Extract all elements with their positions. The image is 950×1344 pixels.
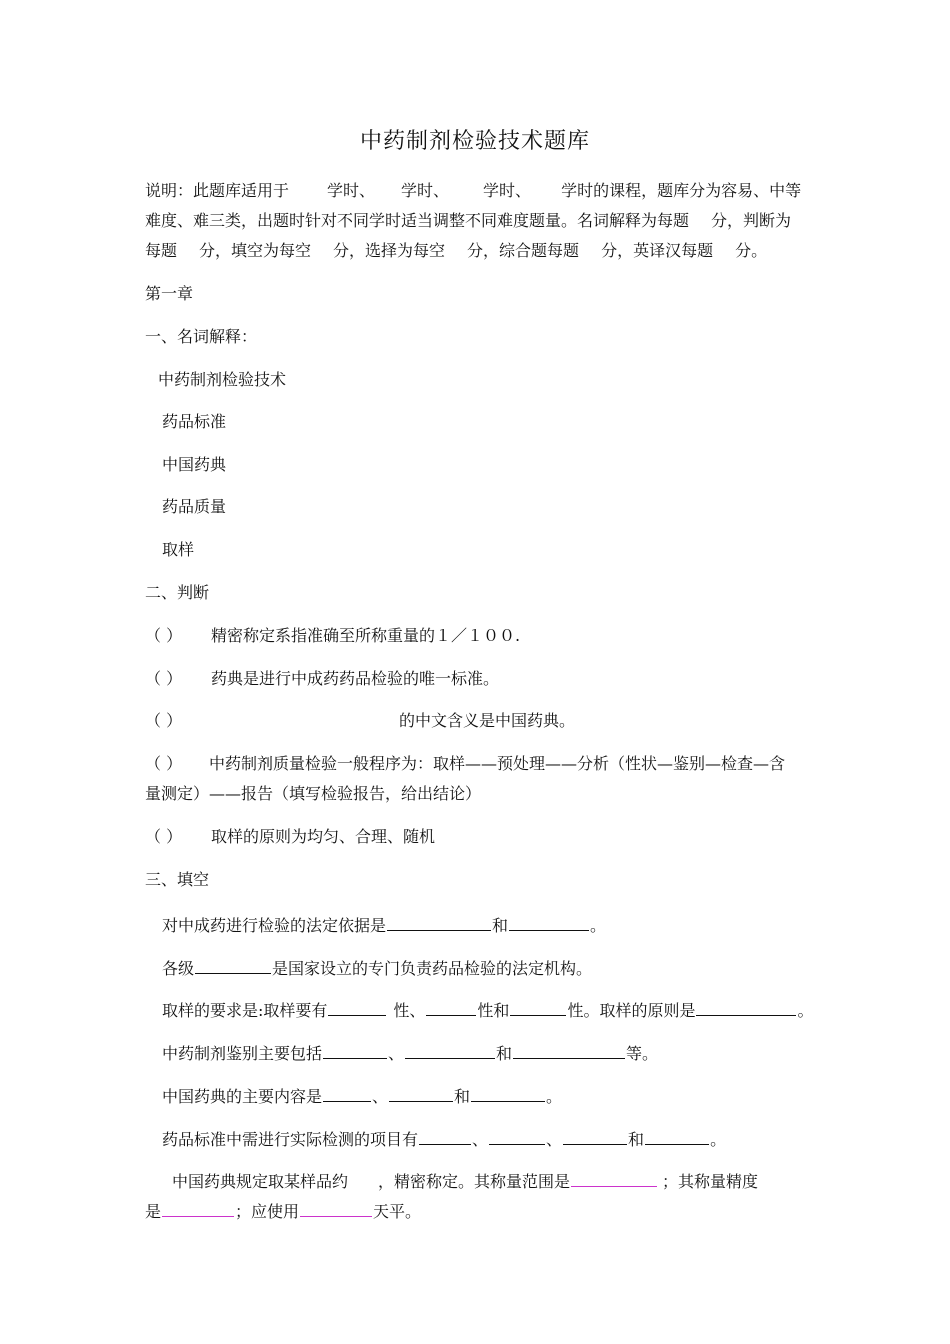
fill-blank[interactable] bbox=[162, 1198, 234, 1217]
section-2-heading: 二、判断 bbox=[145, 583, 210, 602]
fill-item: 对中成药进行检验的法定依据是 和 。 bbox=[162, 912, 606, 937]
fill-item: 取样的要求是:取样要有 性、 性和 性。取样的原则是 。 bbox=[162, 997, 813, 1022]
judge-item: （ ） 中药制剂质量检验一般程序为：取样——预处理——分析（性状—鉴别—检查—含 bbox=[145, 754, 786, 773]
term-item: 取样 bbox=[162, 540, 195, 559]
term-item: 中药制剂检验技术 bbox=[158, 370, 287, 389]
fill-blank[interactable] bbox=[509, 912, 589, 931]
intro-line-3: 每题 分，填空为每空 分，选择为每空 分，综合题每题 分，英译汉每题 分。 bbox=[145, 241, 768, 260]
intro-line-1: 说明：此题库适用于 学时、 学时、 学时、 学时的课程，题库分为容易、中等 bbox=[145, 181, 802, 200]
fill-blank[interactable] bbox=[405, 1040, 495, 1059]
fill-blank[interactable] bbox=[328, 997, 386, 1016]
answer-paren: （ ） bbox=[145, 711, 183, 730]
answer-paren: （ ） bbox=[145, 626, 183, 645]
fill-blank[interactable] bbox=[387, 912, 491, 931]
fill-blank[interactable] bbox=[471, 1083, 545, 1102]
fill-item: 中国药典的主要内容是 、 和 。 bbox=[162, 1083, 562, 1108]
fill-item: 各级 是国家设立的专门负责药品检验的法定机构。 bbox=[162, 955, 592, 980]
section-3-heading: 三、填空 bbox=[145, 870, 210, 889]
fill-blank[interactable] bbox=[323, 1040, 387, 1059]
fill-blank[interactable] bbox=[513, 1040, 625, 1059]
judge-item: （ ） 的中文含义是中国药典。 bbox=[145, 711, 576, 730]
fill-item-continued: 是 ；应使用 天平。 bbox=[145, 1198, 421, 1223]
fill-blank[interactable] bbox=[510, 997, 566, 1016]
term-item: 药品质量 bbox=[162, 497, 227, 516]
judge-item: （ ） 取样的原则为均匀、合理、随机 bbox=[145, 827, 436, 846]
chapter-heading: 第一章 bbox=[145, 284, 194, 303]
term-item: 中国药典 bbox=[162, 455, 227, 474]
intro-line-2: 难度、难三类，出题时针对不同学时适当调整不同难度题量。名词解释为每题 分，判断为 bbox=[145, 211, 792, 230]
answer-paren: （ ） bbox=[145, 669, 183, 688]
fill-blank[interactable] bbox=[323, 1083, 371, 1102]
judge-item: （ ） 药典是进行中成药药品检验的唯一标准。 bbox=[145, 669, 500, 688]
fill-item: 药品标准中需进行实际检测的项目有 、 、 和 。 bbox=[162, 1126, 726, 1151]
answer-paren: （ ） bbox=[145, 827, 183, 846]
fill-item: 中国药典规定取某样品约 ，精密称定。其称量范围是 ；其称量精度 bbox=[172, 1168, 758, 1193]
fill-blank[interactable] bbox=[645, 1126, 709, 1145]
fill-blank[interactable] bbox=[419, 1126, 471, 1145]
fill-item: 中药制剂鉴别主要包括 、 和 等。 bbox=[162, 1040, 658, 1065]
judge-item-continued: 量测定）——报告（填写检验报告，给出结论） bbox=[145, 784, 482, 803]
answer-paren: （ ） bbox=[145, 754, 183, 773]
fill-blank[interactable] bbox=[489, 1126, 545, 1145]
fill-blank[interactable] bbox=[300, 1198, 372, 1217]
section-1-heading: 一、名词解释： bbox=[145, 327, 258, 346]
fill-blank[interactable] bbox=[195, 955, 271, 974]
fill-blank[interactable] bbox=[389, 1083, 453, 1102]
page-title: 中药制剂检验技术题库 bbox=[359, 129, 590, 154]
fill-blank[interactable] bbox=[563, 1126, 627, 1145]
judge-item: （ ） 精密称定系指准确至所称重量的１／１００. bbox=[145, 626, 521, 645]
term-item: 药品标准 bbox=[162, 412, 227, 431]
fill-blank[interactable] bbox=[426, 997, 476, 1016]
fill-blank[interactable] bbox=[696, 997, 796, 1016]
fill-blank[interactable] bbox=[571, 1168, 657, 1187]
